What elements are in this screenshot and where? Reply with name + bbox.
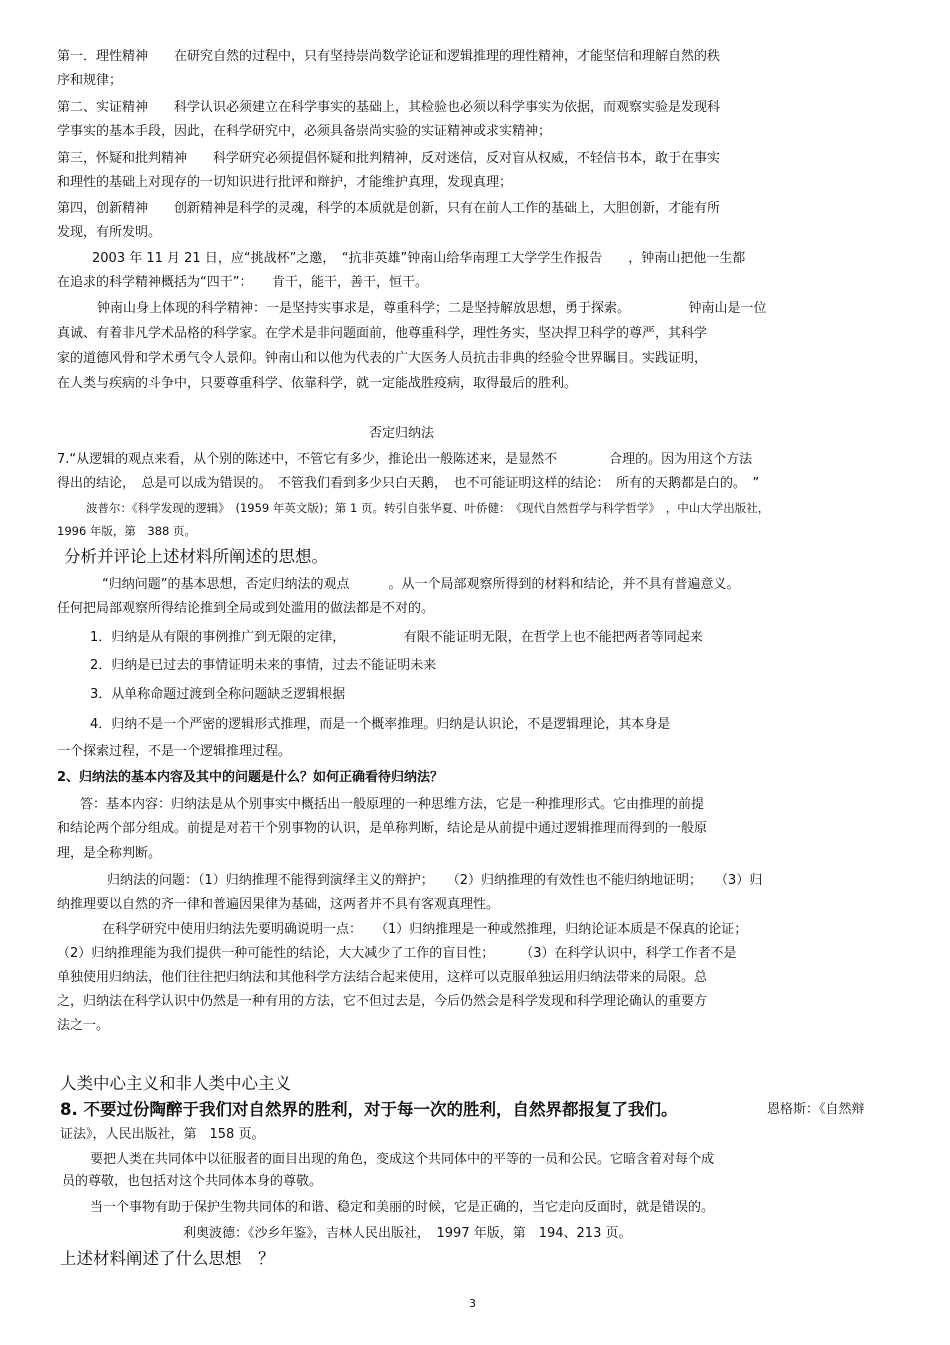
text-line: 得出的结论， 总是可以成为错误的。 不管我们看到多少只白天鹅， 也不可能证明这样的结论： 所有的天鹅都是白的。 ” bbox=[57, 476, 760, 491]
text-line: 2003 年 11 月 21 日，应“挑战杯”之邀， “抗非英雄”钟南山给华南理工大学学生作报告 ，钟南山把他一生都 bbox=[92, 251, 746, 266]
text-line: 第二、实证精神 科学认识必须建立在科学事实的基础上，其检验也必须以科学事实为依据，而观察实验是发现科 bbox=[57, 100, 721, 115]
text-line: 学事实的基本手段，因此，在科学研究中，必须具备崇尚实验的实证精神或求实精神； bbox=[57, 124, 552, 139]
text-line: 答：基本内容：归纳法是从个别事实中概括出一般原理的一种思维方法，它是一种推理形式。它由推理的前提 bbox=[80, 797, 705, 812]
text-line: 第一．理性精神 在研究自然的过程中，只有坚持崇尚数学论证和逻辑推理的理性精神，才能坚信和理解自然的秩 bbox=[57, 49, 721, 64]
section-heading: 否定归纳法 bbox=[369, 426, 435, 441]
list-item: 4．归纳不是一个严密的逻辑形式推理，而是一个概率推理。归纳是认识论，不是逻辑理论，其本身是 bbox=[90, 717, 671, 732]
text-line: 当一个事物有助于保护生物共同体的和谐、稳定和美丽的时候，它是正确的，当它走向反面时，就是错误的。 bbox=[90, 1200, 715, 1215]
quote-line: 8. 不要过份陶醉于我们对自然界的胜利，对于每一次的胜利，自然界都报复了我们。 bbox=[60, 1100, 678, 1119]
text-line: 任何把局部观察所得结论推到全局或到处滥用的做法都是不对的。 bbox=[57, 601, 435, 616]
text-line: 在人类与疾病的斗争中，只要尊重科学、依靠科学，就一定能战胜疫病，取得最后的胜利。 bbox=[57, 376, 578, 391]
text-line: 7.“从逻辑的观点来看，从个别的陈述中，不管它有多少，推论出一般陈述来，是显然不 合理的。因为用这个方法 bbox=[57, 452, 753, 467]
text-line: 家的道德风骨和学术勇气令人景仰。钟南山和以他为代表的广大医务人员抗击非典的经验令世界瞩目。实践证明， bbox=[57, 351, 708, 366]
text-line: “归纳问题”的基本思想，否定归纳法的观点 。从一个局部观察所得到的材料和结论，并不具有普遍意义。 bbox=[102, 577, 740, 592]
text-line: 单独使用归纳法，他们往往把归纳法和其他科学方法结合起来使用，这样可以克服单独运用归纳法带来的局限。总 bbox=[57, 970, 708, 985]
text-line: 序和规律； bbox=[57, 73, 123, 88]
citation-line: 证法》，人民出版社，第 158 页。 bbox=[60, 1127, 265, 1142]
text-line: 发现，有所发明。 bbox=[57, 225, 162, 240]
citation-line: 1996 年版，第 388 页。 bbox=[57, 524, 197, 538]
text-line: 归纳法的问题：（1）归纳推理不能得到演绎主义的辩护； （2）归纳推理的有效性也不能归纳地证明； （3）归 bbox=[107, 873, 763, 888]
list-item: 3．从单称命题过渡到全称问题缺乏逻辑根据 bbox=[90, 687, 346, 702]
citation-line: 恩格斯：《自然辩 bbox=[767, 1102, 865, 1117]
text-line: 一个探索过程，不是一个逻辑推理过程。 bbox=[57, 744, 292, 759]
question-heading: 分析并评论上述材料所阐述的思想。 bbox=[64, 547, 328, 566]
text-line: 和理性的基础上对现存的一切知识进行批评和辩护，才能维护真理，发现真理； bbox=[57, 175, 513, 190]
text-line: 第四，创新精神 创新精神是科学的灵魂，科学的本质就是创新，只有在前人工作的基础上，大胆创新，才能有所 bbox=[57, 201, 721, 216]
text-line: 要把人类在共同体中以征服者的面目出现的角色，变成这个共同体中的平等的一员和公民。它暗含着对每个成 bbox=[90, 1152, 715, 1167]
text-line: 法之一。 bbox=[57, 1018, 110, 1033]
question-heading: 2、归纳法的基本内容及其中的问题是什么？如何正确看待归纳法？ bbox=[57, 770, 444, 785]
page-number: 3 bbox=[469, 1297, 476, 1310]
question-heading: 上述材料阐述了什么思想 ？ bbox=[60, 1249, 275, 1268]
text-line: （2）归纳推理能为我们提供一种可能性的结论，大大减少了工作的盲目性； （3）在科学认识中，科学工作者不是 bbox=[57, 946, 737, 961]
text-line: 员的尊敬，也包括对这个共同体本身的尊敬。 bbox=[62, 1174, 323, 1189]
text-line: 钟南山身上体现的科学精神：一是坚持实事求是，尊重科学；二是坚持解放思想，勇于探索。 钟南山是一位 bbox=[97, 301, 767, 316]
citation-line: 利奥波德：《沙乡年鉴》，吉林人民出版社， 1997 年版，第 194、213 页。 bbox=[183, 1226, 632, 1241]
text-line: 在科学研究中使用归纳法先要明确说明一点： （1）归纳推理是一种或然推理，归纳论证本质是不保真的论证； bbox=[102, 922, 748, 937]
section-heading: 人类中心主义和非人类中心主义 bbox=[60, 1074, 291, 1093]
list-item: 2．归纳是已过去的事情证明未来的事情，过去不能证明未来 bbox=[90, 658, 437, 673]
text-line: 和结论两个部分组成。前提是对若干个别事物的认识，是单称判断，结论是从前提中通过逻辑推理而得到的一般原 bbox=[57, 821, 708, 836]
text-line: 之，归纳法在科学认识中仍然是一种有用的方法，它不但过去是，今后仍然会是科学发现和科学理论确认的重要方 bbox=[57, 994, 708, 1009]
text-line: 在追求的科学精神概括为“四干”： 肯干，能干，善干，恒干。 bbox=[57, 275, 428, 290]
citation-line: 波普尔：《科学发现的逻辑》 (1959 年英文版)；第 1 页。转引自张华夏、叶侨健： 《现代自然哲学与科学哲学》 ，中山大学出版社， bbox=[86, 501, 770, 515]
text-line: 理，是全称判断。 bbox=[57, 846, 162, 861]
list-item: 1．归纳是从有限的事例推广到无限的定律， 有限不能证明无限，在哲学上也不能把两者等同起来 bbox=[90, 630, 703, 645]
text-line: 第三，怀疑和批判精神 科学研究必须提倡怀疑和批判精神，反对迷信，反对盲从权威，不轻信书本，敢于在事实 bbox=[57, 151, 721, 166]
text-line: 纳推理要以自然的齐一律和普遍因果律为基础，这两者并不具有客观真理性。 bbox=[57, 897, 500, 912]
text-line: 真诚、有着非凡学术品格的科学家。在学术是非问题面前，他尊重科学，理性务实，坚决捍卫科学的尊严，其科学 bbox=[57, 326, 708, 341]
